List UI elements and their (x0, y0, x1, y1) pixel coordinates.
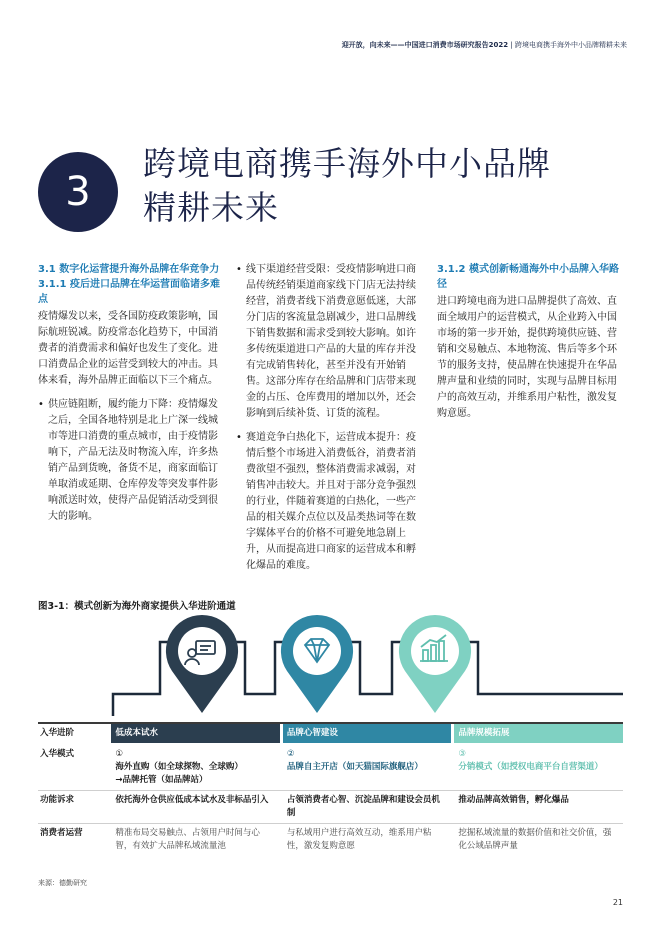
pin-stage-2 (281, 615, 353, 713)
row-label-entry-mode: 入华模式 (38, 744, 111, 791)
section-heading-3-1-2: 3.1.2 模式创新畅通海外中小品牌入华路径 (437, 264, 619, 290)
stage-header-1: 低成本试水 (111, 723, 280, 744)
section-heading-3-1: 3.1 数字化运营提升海外品牌在华竞争力 (38, 264, 220, 275)
pin-stage-3 (399, 615, 471, 713)
report-title: 迎开放，向未来——中国进口消费市场研究报告2022 (341, 41, 509, 49)
page-number: 21 (612, 898, 623, 907)
stage-comparison-table (38, 722, 623, 856)
stage-header-2: 品牌心智建设 (283, 723, 452, 744)
function-stage-1: 依托海外仓供应低成本试水及非标品引入 (111, 791, 280, 824)
entry-mode-stage-3: ③ 分销模式（如授权电商平台自营渠道） (454, 744, 623, 791)
chapter-title-line1: 跨境电商携手海外中小品牌 (143, 144, 551, 183)
page-header (342, 40, 627, 50)
section-heading-3-1-1: 3.1.1 疫后进口品牌在华运营面临诸多难点 (38, 279, 220, 305)
table-row (38, 824, 623, 857)
model-innovation-paragraph: 进口跨境电商为进口品牌提供了高效、直面全域用户的运营模式，从企业跨入中国市场的第一步开始，提供跨境供应链、营销和交易触点、本地物流、售后等多个环节的服务支持，使品牌在快速提升在华品牌声量和业绩的同时，实现与品牌目标用户的高效互动，并维系用户粘性，激发复购意愿。 (437, 296, 617, 419)
bullet-offline-channel: • 线下渠道经营受限：受疫情影响进口商品传统经销渠道商家线下门店无法持续经营，消费者线下消费意愿低迷，大部分门店的客流量急剧减少，进口品牌线下销售数据和需求受到较大影响。如许多传统渠道进口产品的大量的库存并没有完成销售转化，甚至并没有开始销售。这部分库存在给品牌和门店带来现金的占压、仓库费用的增加以外，还会影响到后续补货、订货的流程。 (236, 262, 422, 422)
chapter-number-badge (38, 152, 118, 232)
row-label-function: 功能诉求 (38, 791, 111, 824)
bullet-competition-cost: • 赛道竞争白热化下，运营成本提升：疫情后整个市场进入消费低谷，消费者消费欲望不强烈，整体消费需求减弱，对销售冲击较大。并且对于部分竞争强烈的行业，伴随着赛道的白热化，一些产品的相关媒介点位以及品类热词等在数字媒体平台的价格不可避免地急剧上升，从而提高进口商家的运营成本和孵化爆品的难度。 (236, 430, 422, 574)
function-stage-2: 占领消费者心智、沉淀品牌和建设会员机制 (283, 791, 452, 824)
header-separator: | (510, 41, 513, 49)
table-row (38, 744, 623, 791)
entry-mode-stage-1: ① 海外直购（如全球探物、全球购） →品牌托管（如品牌站） (111, 744, 280, 791)
figure-title: 图3-1：模式创新为海外商家提供入华进阶通道 (38, 601, 236, 612)
source-note: 来源：德勤研究 (38, 879, 87, 887)
intro-paragraph: 疫情爆发以来，受各国防疫政策影响，国际航班锐减。防疫常态化趋势下，中国消费者的消费需求和偏好也发生了变化。进口消费品企业的运营受到较大的冲击。具体来看，海外品牌正面临以下三个痛点。 (38, 311, 218, 386)
table-row (38, 791, 623, 824)
figure-pins-graphic (0, 612, 661, 724)
row-label-consumer-ops: 消费者运营 (38, 824, 111, 857)
bullet-supply-chain: • 供应链阻断，履约能力下降：疫情爆发之后，全国各地特别是北上广深一线城市等进口消费的重点城市，由于疫情影响下，产品无法及时物流入库，许多热销产品到货晚，备货不足，商家面临订单取消或延期、仓库停发等突发事件影响派送时效，使得产品促销活动受到很大的影响。 (38, 397, 224, 525)
chapter-number: 3 (65, 169, 91, 215)
consumer-ops-stage-3: 挖掘私域流量的数据价值和社交价值，强化公域品牌声量 (454, 824, 623, 857)
text-column-2 (236, 262, 422, 574)
pin-stage-1 (166, 615, 238, 713)
function-stage-3: 推动品牌高效销售，孵化爆品 (454, 791, 623, 824)
consumer-ops-stage-1: 精准布局交易触点、占领用户时间与心智，有效扩大品牌私域流量池 (111, 824, 280, 857)
text-column-3 (437, 262, 623, 422)
chapter-title (143, 142, 551, 230)
consumer-ops-stage-2: 与私域用户进行高效互动，维系用户粘性，激发复购意愿 (283, 824, 452, 857)
stage-header-3: 品牌规模拓展 (454, 723, 623, 744)
header-section-title: 跨境电商携手海外中小品牌精耕未来 (515, 41, 627, 49)
entry-mode-stage-2: ② 品牌自主开店（如天猫国际旗舰店） (283, 744, 452, 791)
row-label-stage: 入华进阶 (38, 723, 111, 744)
text-column-1 (38, 262, 224, 525)
table-header-row (38, 723, 623, 744)
chapter-title-line2: 精耕未来 (143, 188, 279, 227)
